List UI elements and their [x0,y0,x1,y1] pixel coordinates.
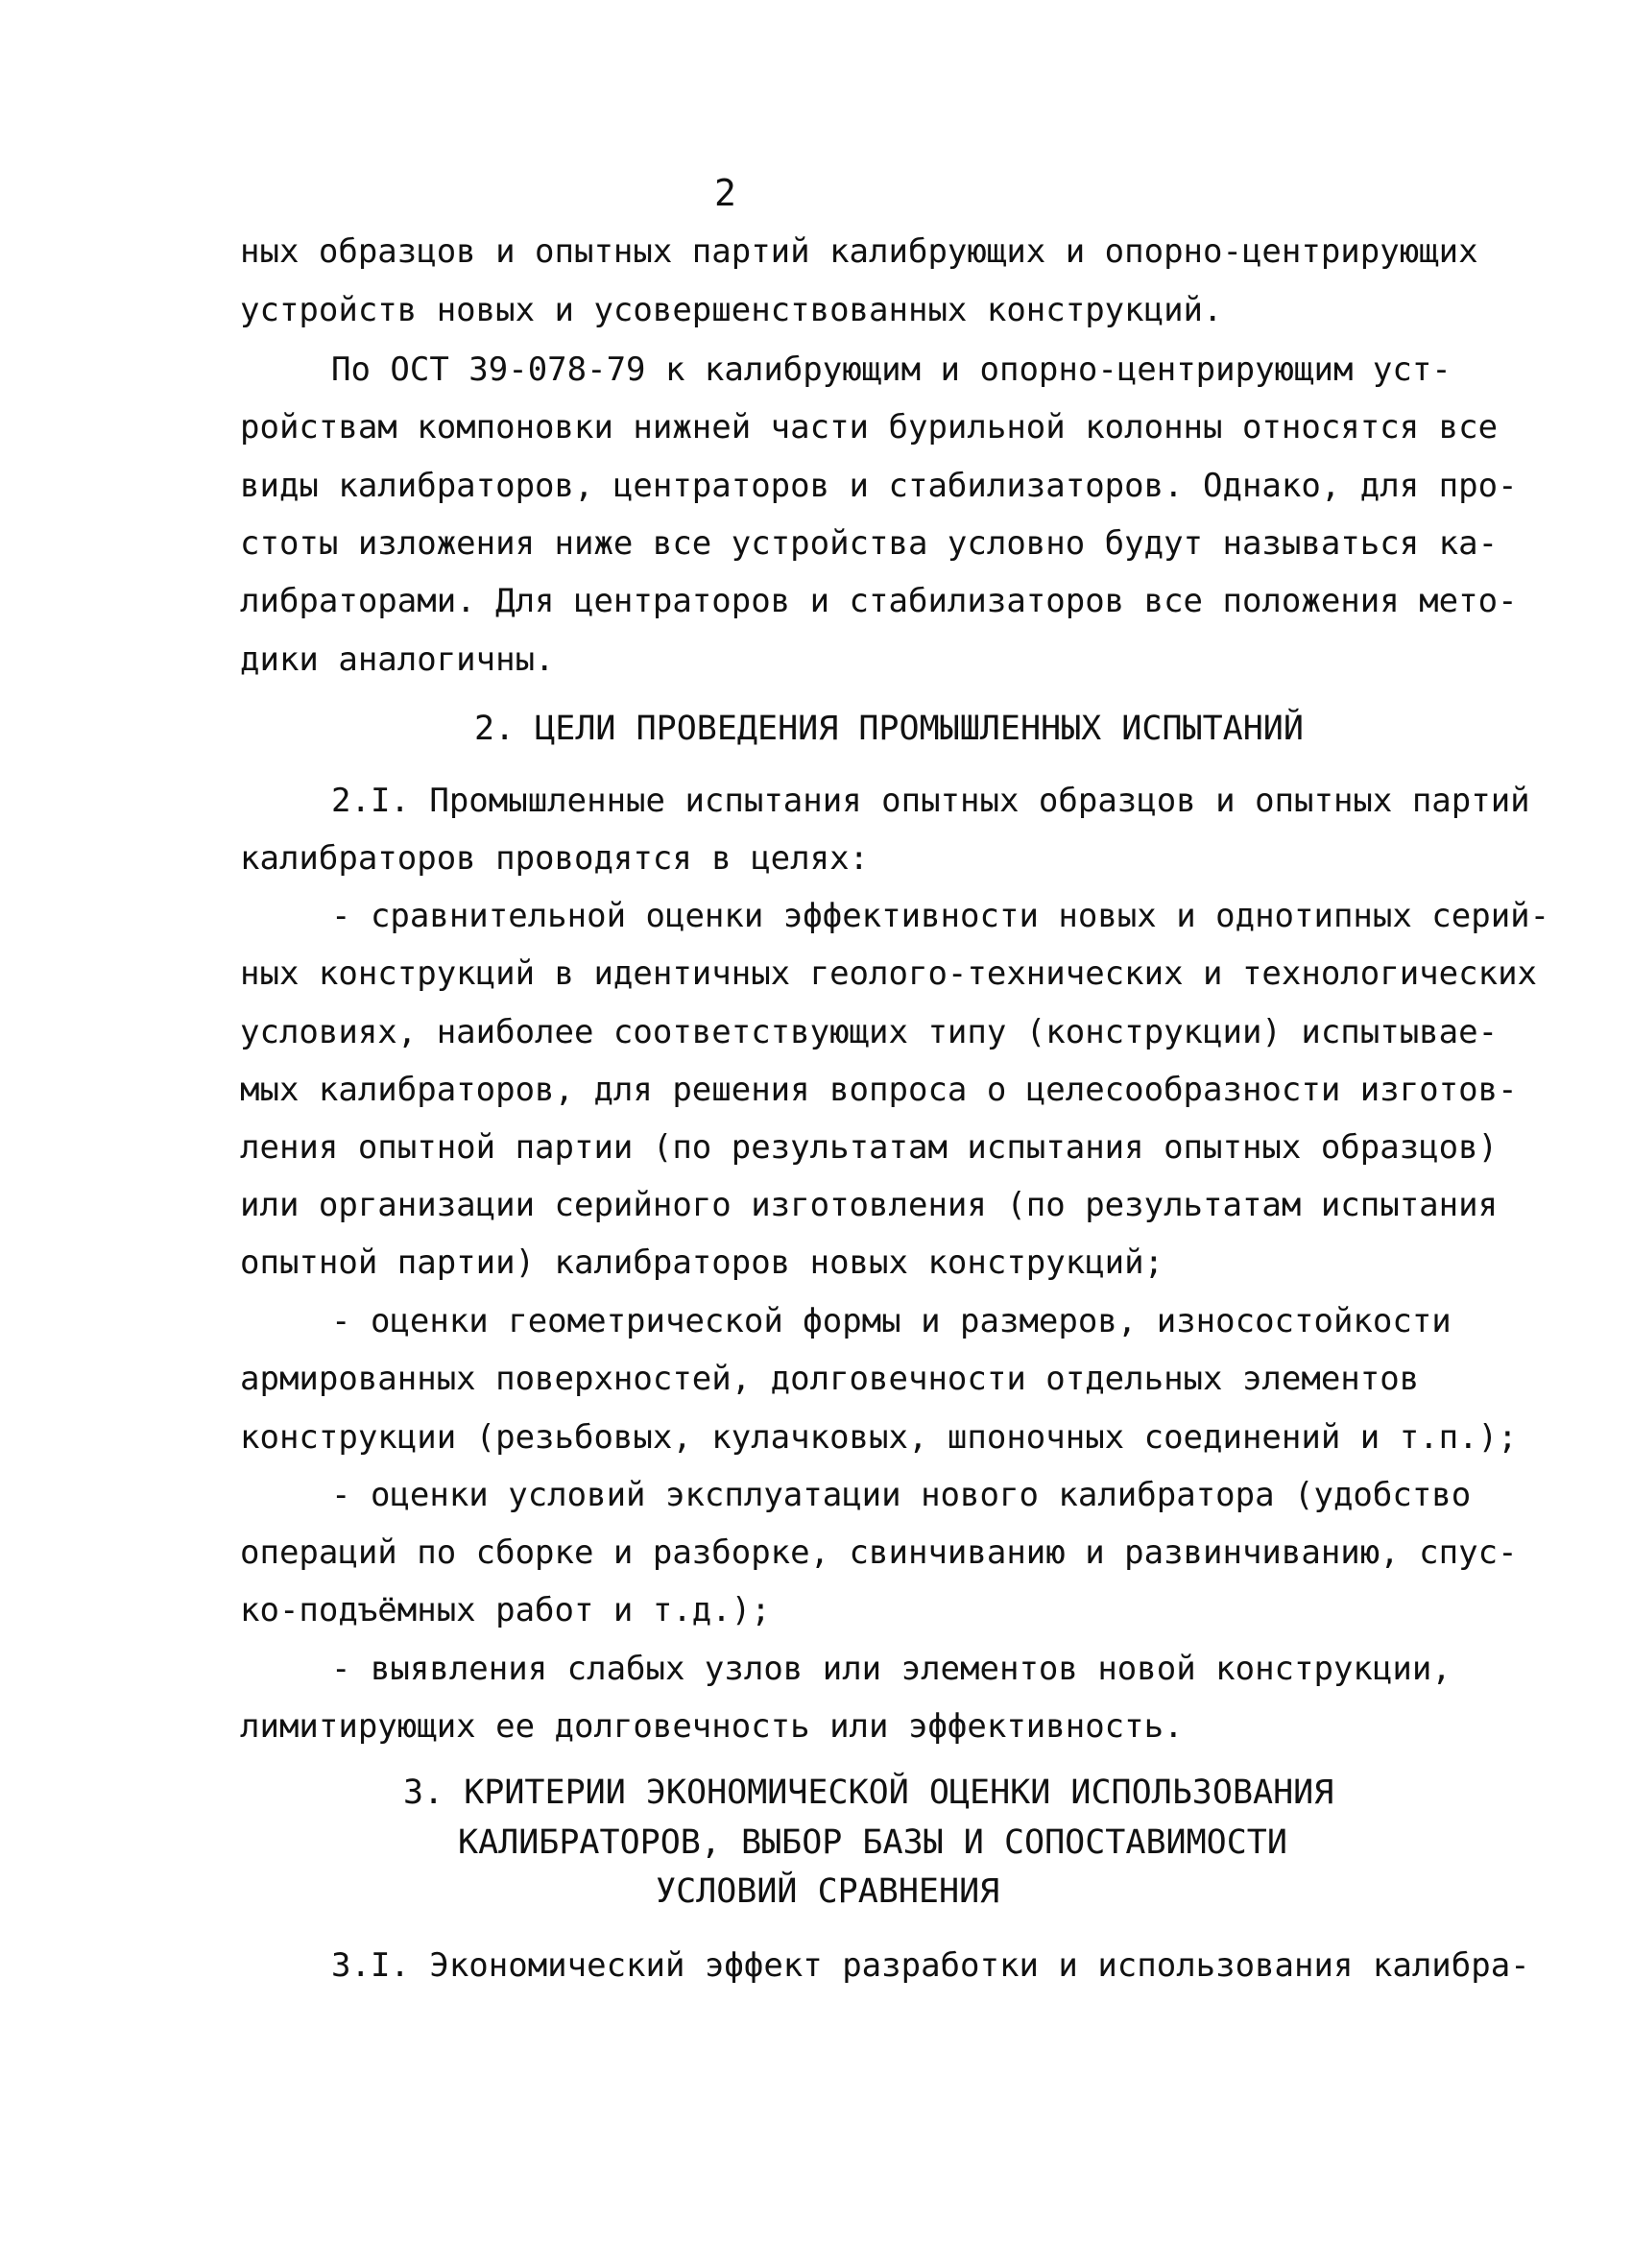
bullet-1-line-6: или организации серийного изготовления (по результатам испытания [240,1186,1499,1224]
section-3-heading-line-1: 3. КРИТЕРИИ ЭКОНОМИЧЕСКОЙ ОЦЕНКИ ИСПОЛЬЗОВАНИЯ [403,1773,1334,1812]
p21-line-2: калибраторов проводятся в целях: [240,839,870,878]
bullet-4-line-1: - выявления слабых узлов или элементов новой конструкции, [331,1650,1452,1688]
ost-paragraph-line-1: По ОСТ 39-078-79 к калибрующим и опорно-центрирующим уст- [331,350,1452,389]
bullet-1-line-4: мых калибраторов, для решения вопроса о целесообразности изготов- [240,1071,1518,1109]
p31-line-1: 3.I. Экономический эффект разработки и использования калибра- [331,1946,1530,1985]
bullet-2-line-3: конструкции (резьбовых, кулачковых, шпоночных соединений и т.п.); [240,1418,1518,1457]
ost-paragraph-line-5: либраторами. Для центраторов и стабилизаторов все положения мето- [240,582,1518,620]
bullet-2-line-2: армированных поверхностей, долговечности отдельных элементов [240,1360,1420,1398]
bullet-2-line-1: - оценки геометрической формы и размеров, износостойкости [331,1302,1452,1340]
page-number: 2 [714,172,736,214]
intro-line-1: ных образцов и опытных партий калибрующих и опорно-центрирующих [240,232,1478,271]
intro-line-2: устройств новых и усовершенствованных конструкций. [240,291,1223,329]
bullet-1-line-3: условиях, наиболее соответствующих типу (конструкции) испытывае- [240,1013,1499,1051]
bullet-4-line-2: лимитирующих ее долговечность или эффективность. [240,1707,1184,1746]
ost-paragraph-line-4: стоты изложения ниже все устройства условно будут называться ка- [240,524,1499,563]
bullet-1-line-1: - сравнительной оценки эффективности новых и однотипных серий- [331,897,1550,935]
section-2-heading: 2. ЦЕЛИ ПРОВЕДЕНИЯ ПРОМЫШЛЕННЫХ ИСПЫТАНИЙ [474,710,1304,748]
section-3-heading-line-2: КАЛИБРАТОРОВ, ВЫБОР БАЗЫ И СОПОСТАВИМОСТИ [458,1823,1287,1862]
section-3-heading-line-3: УСЛОВИЙ СРАВНЕНИЯ [656,1872,1000,1911]
bullet-1-line-7: опытной партии) калибраторов новых конструкций; [240,1243,1164,1282]
bullet-3-line-3: ко-подъёмных работ и т.д.); [240,1591,771,1629]
ost-paragraph-line-2: ройствам компоновки нижней части бурильной колонны относятся все [240,408,1499,446]
bullet-3-line-2: операций по сборке и разборке, свинчиванию и развинчиванию, спус- [240,1533,1518,1572]
bullet-3-line-1: - оценки условий эксплуатации нового калибратора (удобство [331,1476,1472,1514]
ost-paragraph-line-6: дики аналогичны. [240,640,555,679]
bullet-1-line-2: ных конструкций в идентичных геолого-технических и технологических [240,954,1538,993]
bullet-1-line-5: ления опытной партии (по результатам испытания опытных образцов) [240,1128,1499,1167]
ost-paragraph-line-3: виды калибраторов, центраторов и стабилизаторов. Однако, для про- [240,467,1518,505]
p21-line-1: 2.I. Промышленные испытания опытных образцов и опытных партий [331,782,1530,820]
